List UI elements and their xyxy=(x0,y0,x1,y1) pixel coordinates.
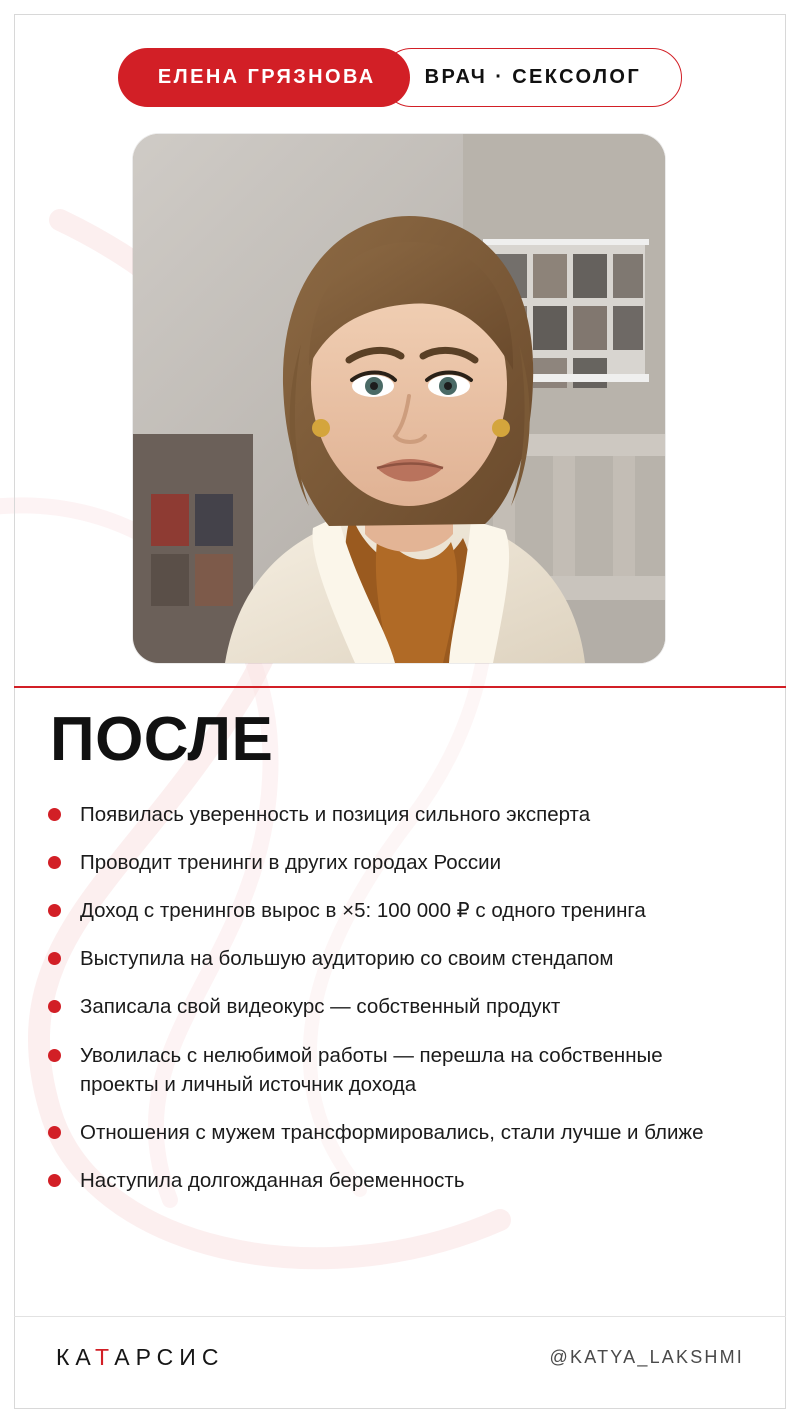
footer-divider xyxy=(14,1316,786,1317)
bullet-dot-icon xyxy=(48,1126,61,1139)
brand-accent-letter: Т xyxy=(94,1344,115,1370)
portrait-photo xyxy=(133,134,665,663)
footer xyxy=(56,1344,744,1371)
list-item-text: Записала свой видеокурс — собственный продукт xyxy=(80,995,561,1019)
bullet-dot-icon xyxy=(48,1174,61,1187)
list-item xyxy=(48,1041,748,1099)
achievements-list xyxy=(48,800,748,1214)
list-item xyxy=(48,944,748,973)
brand-logo xyxy=(56,1344,224,1371)
list-item xyxy=(48,992,748,1021)
list-item xyxy=(48,896,748,925)
list-item-text: Выступила на большую аудиторию со своим стендапом xyxy=(80,947,614,971)
person-name-badge: ЕЛЕНА ГРЯЗНОВА xyxy=(118,48,410,107)
bullet-dot-icon xyxy=(48,904,61,917)
bullet-dot-icon xyxy=(48,952,61,965)
list-item-text: Появилась уверенность и позиция сильного эксперта xyxy=(80,803,591,826)
section-divider xyxy=(14,686,786,688)
list-item xyxy=(48,1166,748,1195)
list-item-text: Отношения с мужем трансформировались, стали лучше и ближе xyxy=(80,1120,704,1144)
bullet-dot-icon xyxy=(48,808,61,821)
person-role-badge: ВРАЧ · СЕКСОЛОГ xyxy=(382,48,682,107)
bullet-dot-icon xyxy=(48,1000,61,1013)
list-item-text: Проводит тренинги в других городах России xyxy=(80,851,502,875)
bullet-dot-icon xyxy=(48,1049,61,1062)
portrait-illustration xyxy=(133,134,665,663)
list-item xyxy=(48,800,748,829)
list-item-text: Уволилась с нелюбимой работы — перешла на собственные проекты и личный источник дохода xyxy=(80,1043,663,1096)
badge-group xyxy=(118,48,682,107)
list-item-text: Доход с тренингов вырос в ×5: 100 000 ₽ с одного тренинга xyxy=(80,899,646,923)
list-item-text: Наступила долгожданная беременность xyxy=(80,1168,465,1192)
header-badges xyxy=(0,48,800,107)
list-item xyxy=(48,1118,748,1147)
brand-part-2: АРСИС xyxy=(114,1344,225,1370)
bullet-dot-icon xyxy=(48,856,61,869)
social-handle: @KATYA_LAKSHMI xyxy=(549,1347,744,1367)
list-item xyxy=(48,848,748,877)
section-title: ПОСЛЕ xyxy=(50,705,274,774)
brand-part-1: КА xyxy=(56,1344,95,1370)
